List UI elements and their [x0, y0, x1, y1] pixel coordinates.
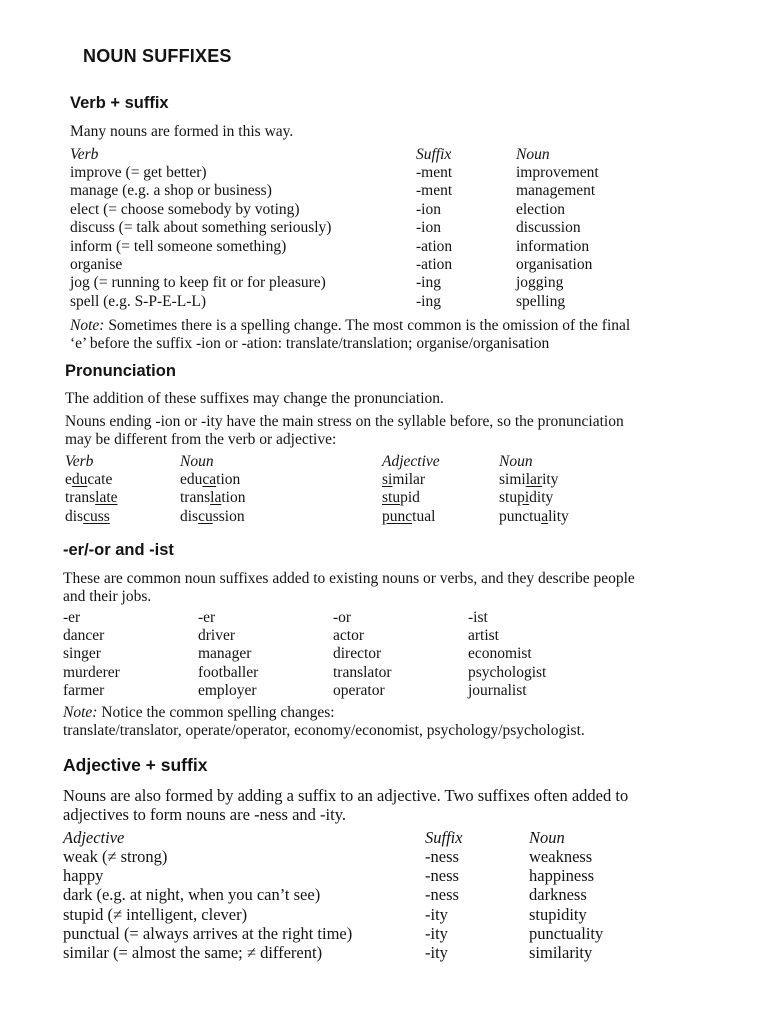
- table-cell: [382, 489, 420, 507]
- er-or-ist-paragraph-line-1: These are common noun suffixes added to existing nouns or verbs, and they describe people: [63, 570, 635, 587]
- stressed-syllable: du: [71, 471, 88, 488]
- column-header: Verb: [70, 146, 99, 163]
- table-cell: similar (= almost the same; ≠ different): [63, 943, 323, 962]
- table-cell: -ion: [416, 200, 441, 218]
- table-cell: singer: [63, 645, 101, 663]
- stressed-syllable: lar: [525, 471, 543, 488]
- word-part: tion: [216, 471, 241, 488]
- table-row: [63, 944, 703, 962]
- table-row: [63, 627, 703, 645]
- column-header: -ist: [468, 609, 488, 626]
- column-header: Adjective: [382, 453, 440, 470]
- verb-suffix-intro: Many nouns are formed in this way.: [70, 123, 294, 140]
- column-header: Suffix: [425, 828, 463, 847]
- note-label: Note:: [70, 317, 105, 334]
- table-cell: organise: [70, 256, 123, 273]
- word-part: stu: [499, 489, 518, 507]
- stressed-syllable: la: [210, 489, 222, 507]
- table-cell: -ion: [416, 219, 441, 237]
- table-row: [70, 238, 710, 256]
- table-cell: -ation: [416, 237, 453, 255]
- table-row: [63, 925, 703, 943]
- table-cell: discussion: [516, 219, 581, 237]
- table-cell: improvement: [516, 164, 599, 181]
- table-cell: murderer: [63, 663, 120, 681]
- verb-suffix-table-header: [70, 146, 690, 164]
- page-title: NOUN SUFFIXES: [83, 46, 232, 66]
- stressed-syllable: late: [95, 489, 118, 507]
- table-cell: inform (= tell someone something): [70, 237, 287, 255]
- table-cell: stupidity: [529, 904, 587, 924]
- table-cell: dark (e.g. at night, when you can’t see): [63, 885, 321, 905]
- column-header: Verb: [65, 453, 94, 470]
- pronunciation-paragraph-2-line-2: may be different from the verb or adjective:: [65, 431, 337, 448]
- table-cell: spelling: [516, 292, 566, 310]
- table-row: [63, 848, 703, 866]
- stressed-syllable: cu: [198, 507, 213, 525]
- table-row: [70, 274, 710, 292]
- pronunciation-paragraph-1: The addition of these suffixes may change the pronunciation.: [65, 390, 444, 407]
- pronunciation-paragraph-2-line-1: Nouns ending -ion or -ity have the main stress on the syllable before, so the pronunciation: [65, 413, 624, 430]
- table-cell: manage (e.g. a shop or business): [70, 182, 272, 200]
- table-cell: driver: [198, 627, 236, 644]
- column-header: -er: [63, 609, 81, 626]
- section-heading-adjective-suffix: Adjective + suffix: [63, 755, 208, 775]
- table-row: [70, 164, 710, 182]
- table-row: [70, 256, 710, 274]
- table-cell: -ing: [416, 292, 441, 310]
- table-cell: actor: [333, 627, 364, 644]
- word-part: dis: [180, 507, 199, 525]
- adjective-suffix-table-header: [63, 829, 683, 847]
- stressed-syllable: si: [382, 471, 393, 488]
- table-cell: journalist: [468, 682, 527, 700]
- stressed-syllable: ca: [202, 471, 217, 488]
- table-cell: psychologist: [468, 663, 547, 681]
- table-cell: [382, 471, 425, 489]
- table-cell: -ation: [416, 256, 453, 273]
- note-text: Notice the common spelling changes:: [97, 704, 335, 721]
- table-cell: discuss (= talk about something seriously): [70, 219, 332, 237]
- table-cell: [180, 489, 245, 507]
- table-cell: employer: [198, 682, 257, 700]
- section-heading-pronunciation: Pronunciation: [65, 362, 176, 380]
- table-cell: -ity: [425, 923, 448, 943]
- table-cell: jogging: [516, 274, 564, 292]
- table-cell: director: [333, 645, 382, 663]
- column-header: Noun: [516, 146, 550, 163]
- table-row: [63, 906, 703, 924]
- word-part: e: [65, 471, 72, 488]
- column-header: Noun: [529, 828, 565, 847]
- table-cell: organisation: [516, 256, 593, 273]
- verb-suffix-note-line-2: ‘e’ before the suffix -ion or -ation: translate/translation; organise/organisation: [70, 335, 550, 352]
- table-cell: economist: [468, 645, 532, 663]
- table-row: [70, 219, 710, 237]
- pronunciation-table-header: [65, 453, 625, 471]
- table-cell: -ity: [425, 904, 448, 924]
- stressed-syllable: cuss: [83, 507, 110, 525]
- table-cell: translator: [333, 663, 392, 681]
- table-cell: similarity: [529, 943, 593, 962]
- word-part: trans: [180, 489, 211, 507]
- table-row: [65, 489, 665, 507]
- section-heading-verb-suffix: Verb + suffix: [70, 94, 169, 112]
- table-cell: -ness: [425, 885, 459, 905]
- table-cell: spell (e.g. S-P-E-L-L): [70, 292, 207, 310]
- table-row: [63, 664, 703, 682]
- table-cell: management: [516, 182, 596, 200]
- table-cell: -ment: [416, 182, 453, 200]
- stressed-syllable: pi: [517, 489, 530, 507]
- table-cell: darkness: [529, 885, 587, 905]
- stressed-syllable: a: [541, 507, 549, 525]
- table-cell: dancer: [63, 627, 105, 644]
- table-cell: elect (= choose somebody by voting): [70, 200, 300, 218]
- word-part: tion: [221, 489, 246, 507]
- table-cell: jog (= running to keep fit or for pleasure): [70, 274, 326, 292]
- verb-suffix-note: [70, 317, 630, 335]
- er-or-ist-note-line-2: translate/translator, operate/operator, economy/economist, psychology/psychologist.: [63, 722, 585, 739]
- column-header: Adjective: [63, 828, 125, 847]
- word-part: punctu: [499, 507, 542, 525]
- table-row: [70, 293, 710, 311]
- note-label: Note:: [63, 704, 98, 721]
- table-cell: -ity: [425, 943, 448, 962]
- table-row: [70, 201, 710, 219]
- column-header: Suffix: [416, 146, 452, 163]
- er-or-ist-table-header: [63, 609, 623, 627]
- word-part: dis: [65, 507, 84, 525]
- er-or-ist-note: [63, 704, 335, 722]
- table-cell: -ness: [425, 847, 459, 866]
- adjective-suffix-paragraph-line-2: adjectives to form nouns are -ness and -ity.: [63, 805, 347, 824]
- table-cell: happiness: [529, 866, 595, 886]
- word-part: trans: [65, 489, 96, 507]
- word-part: milar: [392, 471, 426, 488]
- table-row: [70, 182, 710, 200]
- note-text: Sometimes there is a spelling change. The most common is the omission of the final: [104, 317, 631, 334]
- adjective-suffix-paragraph-line-1: Nouns are also formed by adding a suffix to an adjective. Two suffixes often added to: [63, 786, 629, 805]
- table-cell: [180, 471, 240, 489]
- er-or-ist-paragraph-line-2: and their jobs.: [63, 588, 152, 605]
- column-header: -er: [198, 609, 216, 626]
- table-cell: [499, 489, 553, 507]
- word-part: pid: [400, 489, 420, 507]
- word-part: cate: [87, 471, 113, 488]
- table-cell: weak (≠ strong): [63, 847, 168, 866]
- table-cell: [180, 508, 245, 526]
- table-row: [63, 682, 703, 700]
- stressed-syllable: stu: [382, 489, 401, 507]
- column-header: -or: [333, 609, 352, 626]
- word-part: tual: [412, 507, 436, 525]
- stressed-syllable: punc: [382, 507, 413, 525]
- table-cell: punctuality: [529, 923, 604, 943]
- table-cell: [499, 508, 569, 526]
- table-cell: manager: [198, 645, 252, 663]
- word-part: dity: [529, 489, 554, 507]
- table-cell: [382, 508, 435, 526]
- table-row: [63, 886, 703, 904]
- word-part: ssion: [212, 507, 245, 525]
- table-cell: -ing: [416, 274, 441, 292]
- table-cell: footballer: [198, 663, 259, 681]
- table-cell: weakness: [529, 847, 593, 866]
- table-row: [63, 645, 703, 663]
- word-part: simi: [499, 471, 526, 488]
- table-row: [65, 471, 665, 489]
- column-header: Noun: [499, 453, 533, 470]
- word-part: ity: [542, 471, 559, 488]
- table-row: [63, 867, 703, 885]
- table-cell: [65, 489, 118, 507]
- table-cell: [499, 471, 558, 489]
- table-cell: punctual (= always arrives at the right time): [63, 923, 353, 943]
- table-cell: operator: [333, 682, 385, 700]
- table-cell: information: [516, 237, 590, 255]
- table-cell: -ness: [425, 866, 459, 886]
- table-cell: -ment: [416, 164, 453, 181]
- table-cell: [65, 508, 110, 526]
- table-row: [65, 508, 665, 526]
- table-cell: [65, 471, 112, 489]
- table-cell: happy: [63, 866, 104, 886]
- word-part: lity: [548, 507, 569, 525]
- section-heading-er-or-ist: -er/-or and -ist: [63, 541, 174, 559]
- table-cell: stupid (≠ intelligent, clever): [63, 904, 248, 924]
- table-cell: election: [516, 200, 566, 218]
- table-cell: improve (= get better): [70, 164, 207, 181]
- table-cell: artist: [468, 627, 499, 644]
- word-part: edu: [180, 471, 203, 488]
- column-header: Noun: [180, 453, 214, 470]
- table-cell: farmer: [63, 682, 105, 700]
